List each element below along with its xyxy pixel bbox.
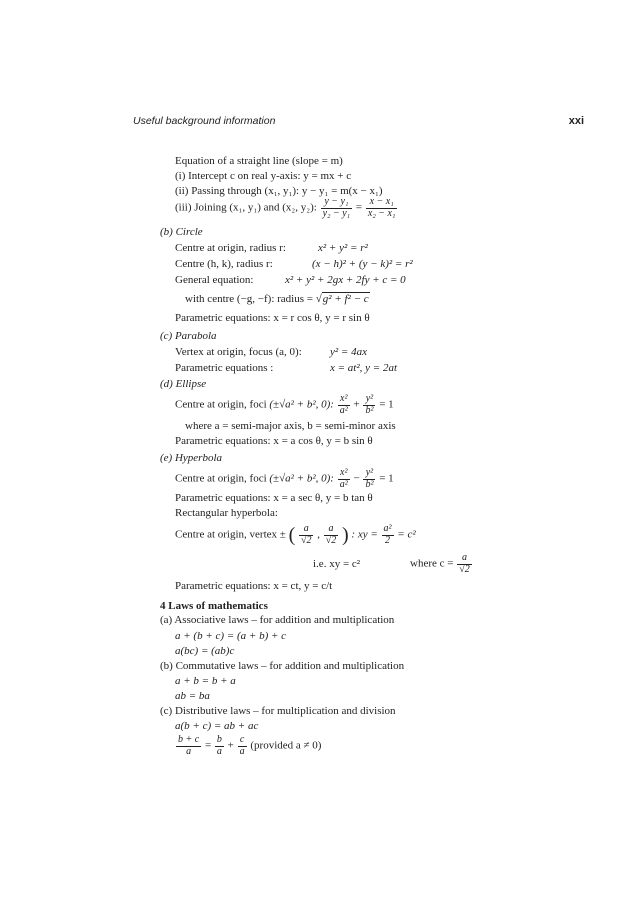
ellipse-rhs: = 1 xyxy=(379,398,394,411)
hyperbola-line1 xyxy=(175,468,394,490)
plus-sign: + xyxy=(353,398,360,411)
frac-num: y − y₁ xyxy=(321,197,353,209)
distributive-line2 xyxy=(175,735,321,757)
ellipse-frac-y xyxy=(363,394,375,416)
comma: , xyxy=(317,528,320,541)
circle-line2-label: Centre (h, k), radius r: xyxy=(175,258,273,270)
left-paren: ( xyxy=(288,524,296,546)
vertex-frac-2 xyxy=(324,524,339,546)
frac-den: y₂ − y₁ xyxy=(322,207,351,219)
frac-den: √2 xyxy=(325,534,337,546)
distributive-label: (c) Distributive laws – for multiplication and division xyxy=(160,705,396,717)
hyperbola-label: (e) Hyperbola xyxy=(160,452,223,464)
hyperbola-line1-label: Centre at origin, foci xyxy=(175,472,267,485)
ellipse-line3: Parametric equations: x = a cos θ, y = b sin θ xyxy=(175,435,373,447)
frac-num: x² xyxy=(338,394,350,406)
hyperbola-line4 xyxy=(175,524,416,546)
circle-label: (b) Circle xyxy=(160,226,203,238)
circle-line3-eq: x² + y² + 2gx + 2fy + c = 0 xyxy=(285,274,406,286)
ellipse-foci: (±√a² + b², 0): xyxy=(269,398,334,411)
parabola-line2-label: Parametric equations : xyxy=(175,362,274,374)
where-label: where c = xyxy=(410,557,454,570)
circle-line4 xyxy=(185,293,370,306)
ellipse-frac-x xyxy=(338,394,350,416)
hyperbola-where xyxy=(410,553,473,575)
commutative-line1: a + b = b + a xyxy=(175,675,236,687)
hyperbola-line4-rhs: = c² xyxy=(397,528,416,541)
equals-sign: = xyxy=(204,739,212,752)
vertex-frac-1 xyxy=(299,524,314,546)
hyperbola-frac-x xyxy=(338,468,350,490)
equals-sign: = xyxy=(355,201,363,214)
frac-den: 2 xyxy=(385,534,391,546)
frac-num: a xyxy=(299,524,314,536)
frac-num: b + c xyxy=(178,734,200,745)
associative-label: (a) Associative laws – for addition and multiplication xyxy=(160,614,395,626)
hyperbola-line5: i.e. xy = c² xyxy=(313,558,361,570)
frac-den: √2 xyxy=(459,563,470,575)
circle-line5: Parametric equations: x = r cos θ, y = r sin θ xyxy=(175,312,370,324)
circle-line4-label: with centre (−g, −f): radius = xyxy=(185,293,313,305)
parabola-line1-label: Vertex at origin, focus (a, 0): xyxy=(175,346,302,358)
commutative-label: (b) Commutative laws – for addition and multiplication xyxy=(160,660,405,672)
running-header-title: Useful background information xyxy=(133,115,276,127)
plus-sign: + xyxy=(227,739,234,752)
frac-num: c xyxy=(238,735,247,747)
distributive-line1: a(b + c) = ab + ac xyxy=(175,720,259,732)
straight-line-item-iii xyxy=(175,197,398,219)
circle-line1-eq: x² + y² = r² xyxy=(318,242,368,254)
frac-den: a xyxy=(186,745,192,757)
a-sq-over-2 xyxy=(382,524,394,546)
associative-line2: a(bc) = (ab)c xyxy=(175,645,235,657)
ellipse-line1 xyxy=(175,394,394,416)
associative-line1: a + (b + c) = (a + b) + c xyxy=(175,630,287,642)
frac-den: a² xyxy=(339,478,348,490)
hyperbola-line2: Parametric equations: x = a sec θ, y = b tan θ xyxy=(175,492,373,504)
hyperbola-foci: (±√a² + b², 0): xyxy=(269,472,334,485)
frac-den: b² xyxy=(365,404,374,416)
straight-line-item-i: (i) Intercept c on real y-axis: y = mx + c xyxy=(175,170,352,182)
frac-den: x₂ − x₁ xyxy=(367,207,396,219)
right-paren: ) xyxy=(341,524,349,546)
distributive-note: (provided a ≠ 0) xyxy=(250,739,322,752)
frac-den: a xyxy=(239,745,245,757)
frac-num: y² xyxy=(363,468,375,480)
straight-line-heading: Equation of a straight line (slope = m) xyxy=(175,155,343,167)
item-iii-label: (iii) Joining (x₁, y₁) and (x₂, y₂): xyxy=(175,201,317,214)
item-iii-left-fraction xyxy=(321,197,353,219)
hyperbola-line3: Rectangular hyperbola: xyxy=(175,507,278,519)
frac-num: a xyxy=(457,553,472,565)
commutative-line2: ab = ba xyxy=(175,690,210,702)
ellipse-label: (d) Ellipse xyxy=(160,378,207,390)
frac-num: x² xyxy=(338,468,350,480)
hyperbola-line4-label: Centre at origin, vertex ± xyxy=(175,528,286,541)
sqrt-sign: √ xyxy=(315,293,322,305)
frac-den: a xyxy=(216,745,222,757)
page-number: xxi xyxy=(568,115,584,127)
frac-num: x − x₁ xyxy=(366,197,398,209)
frac-num: a xyxy=(324,524,339,536)
laws-heading: 4 Laws of mathematics xyxy=(160,600,268,612)
parabola-line2-eq: x = at², y = 2at xyxy=(330,362,398,374)
ellipse-line2: where a = semi-major axis, b = semi-minor axis xyxy=(185,420,396,432)
frac-num: b xyxy=(216,734,222,745)
c-fraction xyxy=(457,553,472,575)
frac-num: a² xyxy=(383,523,392,534)
frac-den: b² xyxy=(365,478,374,490)
parabola-label: (c) Parabola xyxy=(160,330,217,342)
circle-line2-eq: (x − h)² + (y − k)² = r² xyxy=(312,258,413,270)
parabola-line1-eq: y² = 4ax xyxy=(330,346,367,358)
ellipse-line1-label: Centre at origin, foci xyxy=(175,398,267,411)
hyperbola-line6: Parametric equations: x = ct, y = c/t xyxy=(175,580,333,592)
c-over-a xyxy=(238,735,247,757)
frac-den: √2 xyxy=(300,534,312,546)
hyperbola-frac-y xyxy=(363,468,375,490)
hyperbola-xy: : xy = xyxy=(351,528,378,541)
item-iii-right-fraction xyxy=(366,197,398,219)
straight-line-item-ii: (ii) Passing through (x₁, y₁): y − y₁ = m(x − x₁) xyxy=(175,185,383,197)
circle-line3-label: General equation: xyxy=(175,274,254,286)
b-over-a xyxy=(215,735,224,757)
frac-den: a² xyxy=(339,404,348,416)
frac-num: y² xyxy=(363,394,375,406)
b-plus-c-over-a xyxy=(176,735,201,757)
hyperbola-rhs: = 1 xyxy=(379,472,394,485)
circle-line4-radicand: g² + f² − c xyxy=(322,293,369,305)
minus-sign: − xyxy=(353,472,360,485)
circle-line1-label: Centre at origin, radius r: xyxy=(175,242,286,254)
